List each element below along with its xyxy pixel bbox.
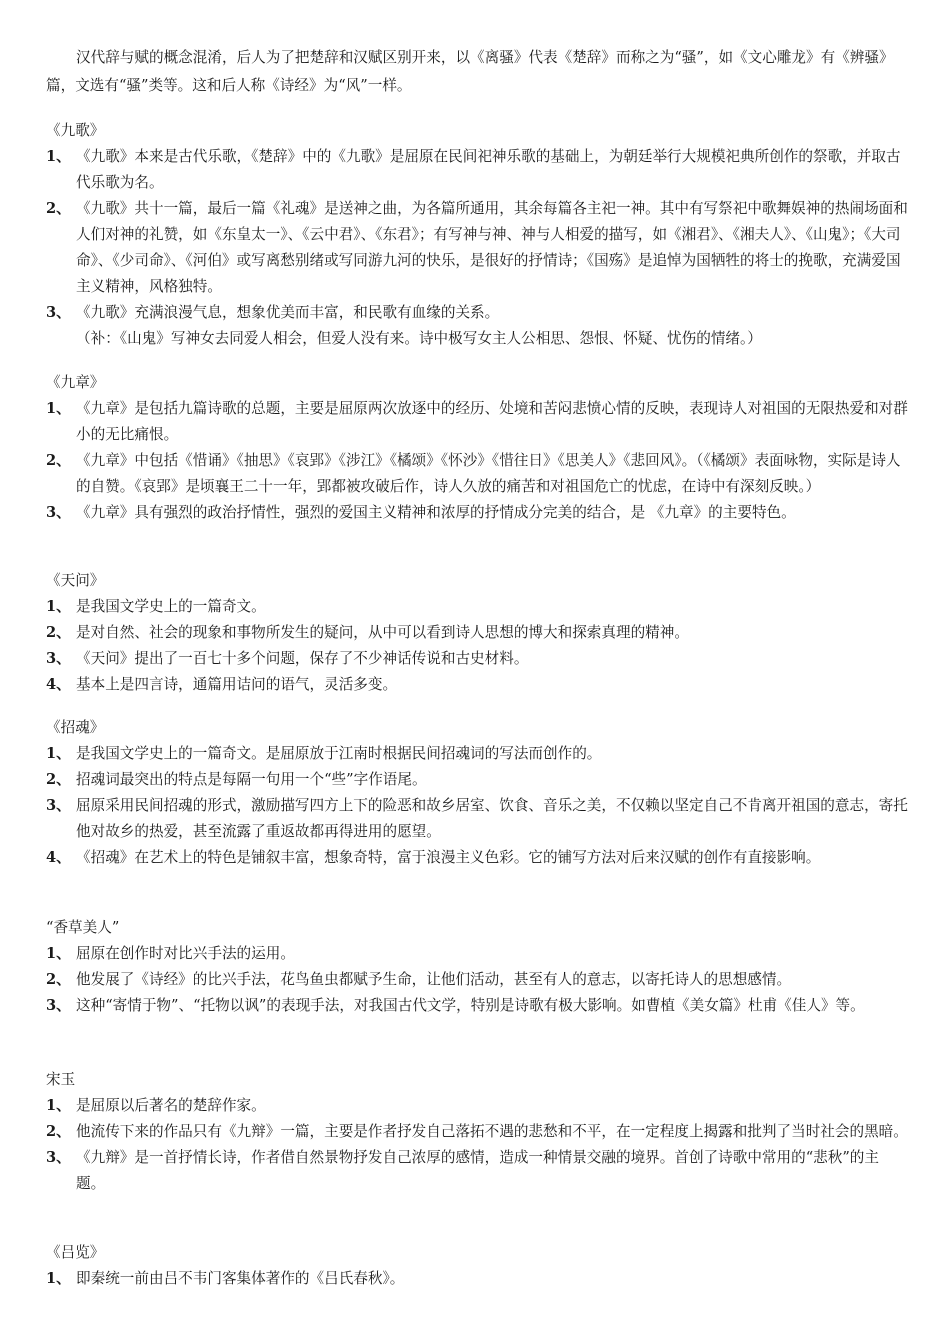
section-title: 宋玉 <box>46 1071 76 1088</box>
intro-paragraph: 汉代辞与赋的概念混淆，后人为了把楚辞和汉赋区别开来，以《离骚》代表《楚辞》而称之为“骚”，如《文心雕龙》有《辨骚》篇，文选有“骚”类等。这和后人称《诗经》为“风”一样。 <box>46 49 894 94</box>
list-item <box>46 448 908 500</box>
list-item <box>46 594 908 620</box>
list-item <box>46 672 908 698</box>
list-item <box>46 1266 908 1292</box>
item-text: 《九章》中包括《惜诵》《抽思》《哀郢》《涉江》《橘颂》《怀沙》《惜往日》《思美人》《悲回风》。（《橘颂》表面咏物，实际是诗人的自赞。《哀郢》是顷襄王二十一年，郢都被攻破后作，诗人久放的痛苦和对祖国危亡的忧虑，在诗中有深刻反映。） <box>76 452 901 495</box>
item-text: 《九歌》共十一篇，最后一篇《礼魂》是送神之曲，为各篇所通用，其余每篇各主祀一神。其中有写祭祀中歌舞娱神的热闹场面和人们对神的礼赞，如《东皇太一》、《云中君》、《东君》；有写神与神、神与人相爱的描写，如《湘君》、《湘夫人》、《山鬼》；《大司命》、《少司命》、《河伯》或写离愁别绪或写同游九河的快乐，是很好的抒情诗；《国殇》是追悼为国牺牲的将士的挽歌，充满爱国主义精神，风格独特。 <box>76 200 908 295</box>
section-title: “香草美人” <box>46 919 120 936</box>
section-title: 《招魂》 <box>46 719 105 736</box>
item-number: 2、 <box>46 452 71 469</box>
list-item <box>46 620 908 646</box>
item-number: 1、 <box>46 598 71 615</box>
item-number: 3、 <box>46 504 71 521</box>
list-item <box>46 767 908 793</box>
section-title: 《天问》 <box>46 572 105 589</box>
item-text: 《招魂》在艺术上的特色是铺叙丰富，想象奇特，富于浪漫主义色彩。它的铺写方法对后来汉赋的创作有直接影响。 <box>76 849 821 866</box>
item-text: 是我国文学史上的一篇奇文。是屈原放于江南时根据民间招魂词的写法而创作的。 <box>76 745 602 762</box>
list-item <box>46 941 908 967</box>
item-number: 3、 <box>46 304 71 321</box>
section-title: 《九歌》 <box>46 122 105 139</box>
list-item <box>46 967 908 993</box>
item-number: 3、 <box>46 650 71 667</box>
item-number: 2、 <box>46 971 71 988</box>
item-text: 他流传下来的作品只有《九辩》一篇，主要是作者抒发自己落拓不遇的悲愁和不平，在一定程度上揭露和批判了当时社会的黑暗。 <box>76 1123 908 1140</box>
list-item <box>46 196 908 300</box>
item-text: 这种“寄情于物”、“托物以讽”的表现手法，对我国古代文学，特别是诗歌有极大影响。如曹植《美女篇》杜甫《佳人》等。 <box>76 997 865 1014</box>
item-number: 3、 <box>46 997 71 1014</box>
item-text: 即秦统一前由吕不韦门客集体著作的《吕氏春秋》。 <box>76 1270 405 1287</box>
item-text: 《天问》提出了一百七十多个问题，保存了不少神话传说和古史材料。 <box>76 650 529 667</box>
list-item <box>46 741 908 767</box>
item-number: 1、 <box>46 1097 71 1114</box>
list-item <box>46 500 908 526</box>
list-item <box>46 1119 908 1145</box>
item-number: 1、 <box>46 148 71 165</box>
item-text: 是对自然、社会的现象和事物所发生的疑问，从中可以看到诗人思想的博大和探索真理的精神。 <box>76 624 689 641</box>
item-number: 1、 <box>46 1270 71 1287</box>
list-item <box>46 396 908 448</box>
section-jiuge <box>46 118 908 352</box>
section-title: 《吕览》 <box>46 1244 105 1261</box>
item-text: 《九歌》本来是古代乐歌，《楚辞》中的《九歌》是屈原在民间祀神乐歌的基础上，为朝廷举行大规模祀典所创作的祭歌，并取古代乐歌为名。 <box>76 148 901 191</box>
section-xiangcao-meiren <box>46 915 908 1019</box>
section-zhaohun <box>46 715 908 871</box>
item-text: 《九歌》充满浪漫气息，想象优美而丰富，和民歌有血缘的关系。 <box>76 304 500 321</box>
list-item <box>46 646 908 672</box>
item-number: 2、 <box>46 1123 71 1140</box>
item-text: 屈原采用民间招魂的形式，激励描写四方上下的险恶和故乡居室、饮食、音乐之美，不仅赖以坚定自己不肯离开祖国的意志，寄托他对故乡的热爱，甚至流露了重返故都再得进用的愿望。 <box>76 797 908 840</box>
item-text: 《九辩》是一首抒情长诗，作者借自然景物抒发自己浓厚的感情，造成一种情景交融的境界。首创了诗歌中常用的“悲秋”的主题。 <box>76 1149 879 1192</box>
list-item <box>46 793 908 845</box>
item-text: 是我国文学史上的一篇奇文。 <box>76 598 266 615</box>
item-text: 他发展了《诗经》的比兴手法，花鸟鱼虫都赋予生命，让他们活动，甚至有人的意志，以寄托诗人的思想感情。 <box>76 971 792 988</box>
item-text: 屈原在创作时对比兴手法的运用。 <box>76 945 295 962</box>
list-item <box>46 300 908 326</box>
item-number: 2、 <box>46 771 71 788</box>
item-number: 1、 <box>46 400 71 417</box>
list-item <box>46 144 908 196</box>
item-text: 《九章》具有强烈的政治抒情性，强烈的爱国主义精神和浓厚的抒情成分完美的结合，是 《九章》的主要特色。 <box>76 504 796 521</box>
item-number: 3、 <box>46 797 71 814</box>
section-lvlan <box>46 1240 908 1292</box>
item-number: 4、 <box>46 849 71 866</box>
item-number: 2、 <box>46 200 71 217</box>
list-item <box>46 1093 908 1119</box>
list-item <box>46 845 908 871</box>
item-number: 3、 <box>46 1149 71 1166</box>
item-number: 1、 <box>46 945 71 962</box>
section-title: 《九章》 <box>46 374 105 391</box>
item-number: 2、 <box>46 624 71 641</box>
item-text: 是屈原以后著名的楚辞作家。 <box>76 1097 266 1114</box>
item-text: 基本上是四言诗，通篇用诘问的语气，灵活多变。 <box>76 676 398 693</box>
list-item <box>46 993 908 1019</box>
list-item <box>46 1145 908 1197</box>
supplementary-note: （补：《山鬼》写神女去同爱人相会，但爱人没有来。诗中极写女主人公相思、怨恨、怀疑、忧伤的情绪。） <box>76 330 762 347</box>
section-jiuzhang <box>46 370 908 526</box>
item-number: 4、 <box>46 676 71 693</box>
section-tianwen <box>46 568 908 698</box>
section-songyu <box>46 1067 908 1197</box>
item-number: 1、 <box>46 745 71 762</box>
item-text: 《九章》是包括九篇诗歌的总题，主要是屈原两次放逐中的经历、处境和苦闷悲愤心情的反映，表现诗人对祖国的无限热爱和对群小的无比痛恨。 <box>76 400 908 443</box>
item-text: 招魂词最突出的特点是每隔一句用一个“些”字作语尾。 <box>76 771 427 788</box>
